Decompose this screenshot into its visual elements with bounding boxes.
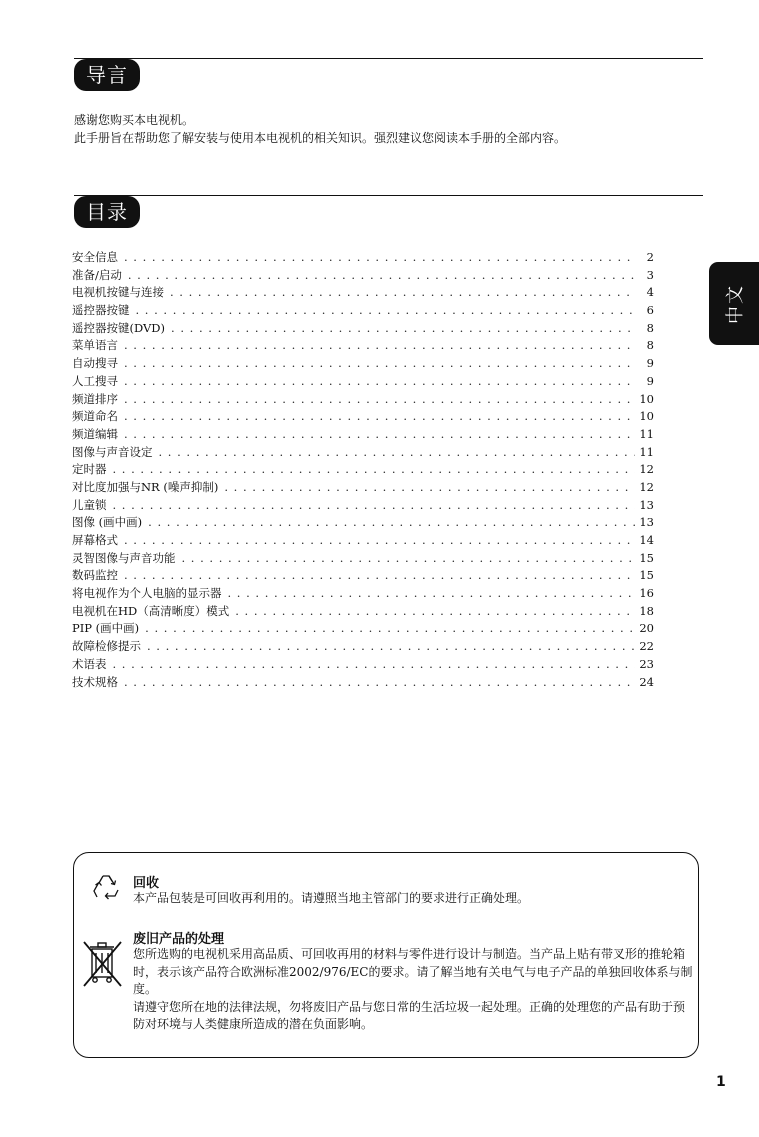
toc-item-page: 24 [639, 674, 654, 689]
intro-divider [74, 58, 703, 59]
disposal-heading: 废旧产品的处理 [133, 932, 225, 947]
toc-dot-leader [124, 337, 636, 355]
toc-item-title: 灵智图像与声音功能 [72, 550, 176, 565]
toc-dot-leader [235, 603, 635, 621]
toc-item-page: 11 [639, 426, 654, 441]
toc-item [72, 426, 654, 444]
toc-item [72, 249, 654, 267]
toc-item-title: 频道命名 [72, 409, 118, 424]
toc-item [72, 373, 654, 391]
toc-item-page: 9 [646, 356, 654, 371]
toc-dot-leader [159, 444, 636, 462]
toc-item-title: 技术规格 [72, 674, 118, 689]
toc-dot-leader [124, 408, 635, 426]
recycling-heading: 回收 [133, 876, 160, 891]
toc-item-title: 准备/启动 [72, 267, 122, 282]
toc-item-page: 15 [639, 550, 654, 565]
toc-dot-leader [136, 302, 637, 320]
toc-dot-leader [124, 249, 636, 267]
toc-item-page: 15 [639, 568, 654, 583]
toc-dot-leader [147, 638, 635, 656]
toc-item-title: 术语表 [72, 656, 107, 671]
toc-item [72, 550, 654, 568]
disposal-text [133, 946, 695, 1034]
language-tab-label: 中文 [725, 283, 746, 324]
disposal-paragraph-1: 您所选购的电视机采用高品质、可回收再用的材料与零件进行设计与制造。当产品上贴有带叉形的推轮箱时，表示该产品符合欧洲标准2002/976/EC的要求。请了解当地有关电气与电子产品的单独回收体系与制度。 [133, 947, 693, 996]
toc-dot-leader [228, 585, 636, 603]
toc-item-page: 23 [639, 656, 654, 671]
recycling-text [133, 890, 695, 908]
toc-item [72, 674, 654, 692]
toc-item-page: 10 [639, 391, 654, 406]
toc-item-page: 8 [646, 338, 654, 353]
toc-item-title: 电视机在HD（高清晰度）模式 [72, 603, 230, 618]
contents-heading: 目录 [74, 196, 140, 228]
intro-line-1: 感谢您购买本电视机。 [74, 113, 195, 127]
toc-item-page: 6 [646, 303, 654, 318]
toc-item-title: 图像 (画中画) [72, 515, 143, 530]
toc-dot-leader [113, 497, 636, 515]
toc-dot-leader [148, 514, 635, 532]
toc-item [72, 479, 654, 497]
toc-item-title: 遥控器按键 [72, 303, 130, 318]
toc-item [72, 391, 654, 409]
toc-item-page: 18 [639, 603, 654, 618]
crossed-bin-icon [81, 939, 125, 991]
toc-item-title: 自动搜寻 [72, 356, 118, 371]
toc-dot-leader [113, 461, 636, 479]
recycle-icon [88, 870, 124, 906]
toc-dot-leader [170, 284, 636, 302]
toc-dot-leader [171, 320, 636, 338]
toc-item-title: 儿童锁 [72, 497, 107, 512]
toc-dot-leader [124, 391, 635, 409]
toc-item-page: 13 [639, 515, 654, 530]
toc-item-page: 9 [646, 373, 654, 388]
toc-item-page: 12 [639, 462, 654, 477]
toc-item-title: PIP (画中画) [72, 621, 140, 636]
toc-dot-leader [113, 656, 636, 674]
table-of-contents [72, 249, 654, 691]
toc-item-title: 人工搜寻 [72, 373, 118, 388]
toc-item [72, 585, 654, 603]
toc-item [72, 302, 654, 320]
intro-text [74, 111, 694, 147]
toc-item-page: 20 [639, 621, 654, 636]
contents-divider [74, 195, 703, 196]
toc-item-page: 11 [639, 444, 654, 459]
toc-item [72, 620, 654, 638]
toc-item-title: 频道排序 [72, 391, 118, 406]
toc-item-page: 3 [646, 267, 654, 282]
intro-line-2: 此手册旨在帮助您了解安装与使用本电视机的相关知识。强烈建议您阅读本手册的全部内容。 [74, 131, 567, 145]
toc-item-page: 8 [646, 320, 654, 335]
toc-item [72, 603, 654, 621]
toc-item-page: 10 [639, 409, 654, 424]
toc-dot-leader [145, 620, 635, 638]
toc-dot-leader [182, 550, 636, 568]
toc-item-title: 对比度加强与NR (噪声抑制) [72, 479, 219, 494]
toc-item [72, 337, 654, 355]
toc-item-title: 频道编辑 [72, 426, 118, 441]
toc-item [72, 567, 654, 585]
language-tab [709, 262, 759, 345]
toc-dot-leader [124, 373, 636, 391]
intro-heading: 导言 [74, 59, 140, 91]
toc-dot-leader [128, 267, 636, 285]
toc-item-title: 遥控器按键(DVD) [72, 320, 166, 335]
toc-item-page: 12 [639, 479, 654, 494]
toc-item-page: 13 [639, 497, 654, 512]
toc-item-page: 4 [646, 285, 654, 300]
toc-item [72, 444, 654, 462]
toc-dot-leader [124, 426, 635, 444]
toc-item-title: 图像与声音设定 [72, 444, 153, 459]
toc-item-title: 屏幕格式 [72, 533, 118, 547]
toc-item-title: 数码监控 [72, 568, 118, 583]
toc-item [72, 497, 654, 515]
toc-item [72, 638, 654, 656]
page-number: 1 [716, 1074, 726, 1090]
toc-item-title: 菜单语言 [72, 338, 118, 353]
toc-item [72, 320, 654, 338]
toc-item-title: 故障检修提示 [72, 639, 141, 654]
disposal-paragraph-2: 请遵守您所在地的法律法规，勿将废旧产品与您日常的生活垃圾一起处理。正确的处理您的产品有助于预防对环境与人类健康所造成的潜在负面影响。 [133, 999, 686, 1031]
toc-item [72, 514, 654, 532]
toc-item-page: 2 [646, 250, 654, 264]
toc-dot-leader [224, 479, 635, 497]
environment-notice-box [73, 852, 699, 1058]
toc-item-title: 电视机按键与连接 [72, 285, 164, 300]
toc-dot-leader [124, 355, 636, 373]
toc-item [72, 532, 654, 550]
toc-item-title: 定时器 [72, 462, 107, 477]
toc-item-page: 22 [639, 639, 654, 654]
toc-dot-leader [124, 567, 635, 585]
toc-item [72, 408, 654, 426]
toc-item [72, 461, 654, 479]
toc-dot-leader [124, 674, 635, 692]
recycling-paragraph: 本产品包装是可回收再利用的。请遵照当地主管部门的要求进行正确处理。 [133, 891, 530, 905]
toc-item [72, 267, 654, 285]
toc-item-page: 16 [639, 586, 654, 601]
toc-item [72, 656, 654, 674]
toc-item [72, 355, 654, 373]
toc-item [72, 284, 654, 302]
toc-item-page: 14 [639, 533, 654, 547]
toc-item-title: 安全信息 [72, 250, 118, 264]
toc-item-title: 将电视作为个人电脑的显示器 [72, 586, 222, 601]
toc-dot-leader [124, 532, 635, 550]
